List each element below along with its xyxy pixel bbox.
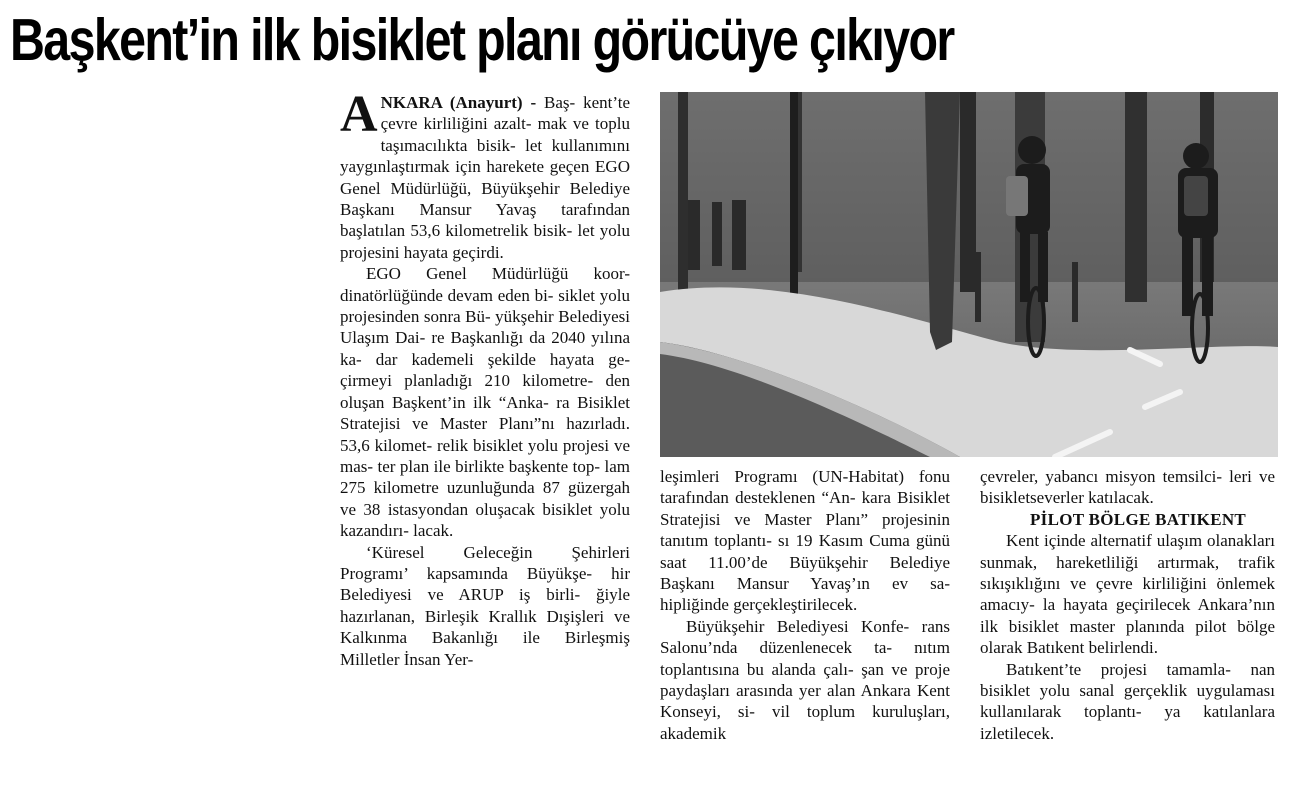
article-photo	[660, 92, 1278, 457]
drop-cap: A	[340, 86, 378, 143]
article-column-1	[340, 86, 630, 782]
article-paragraph-1	[340, 86, 630, 263]
article-paragraph-8: Batıkent’te projesi tamamla- nan bisiklet yolu sanal gerçeklik uygulaması kullanılarak toplantı- ya katılanlara izletilecek.	[980, 659, 1275, 743]
article-paragraph-7: Kent içinde alternatif ulaşım olanakları sunmak, hareketliliği artırmak, trafik sıkışıklığını ve çevre kirliliğini önlemek amacıy- la hayata geçirilecek Ankara’nın ilk bisiklet master planında pilot bölge olarak Batıkent belirlendi.	[980, 531, 1275, 658]
article-paragraph-4: leşimleri Programı (UN-Habitat) fonu tarafından desteklenen “An- kara Bisiklet Stratejisi ve Master Planı” projesinin tanıtım toplantı- sı 19 Kasım Cuma günü saat 11.00’de Büyükşehir Belediye Başkanı Mansur Yavaş’ın ev sa- hipliğinde gerçekleştirilecek.	[660, 467, 950, 615]
dateline: NKARA (Anayurt) -	[380, 93, 537, 112]
article-paragraph-6: çevreler, yabancı misyon temsilci- leri ve bisikletseverler katılacak.	[980, 467, 1275, 508]
article-column-2	[660, 466, 950, 782]
article-paragraph-2: EGO Genel Müdürlüğü koor- dinatörlüğünde devam eden bi- siklet yolu projesinden sonra Bü- yükşehir Belediyesi Ulaşım Dai- re Başkanlığı da 2040 yılına ka- dar kademeli şekilde hayata ge- çirmeyi planladığı 210 kilometre- den oluşan Başkent’in ilk “Anka- ra Bisiklet Stratejisi ve Master Planı”nı hazırladı. 53,6 kilomet- relik bisiklet yolu projesi ve mas- ter plan ile birlikte başkente top- lam 275 kilometre uzunluğunda 87 güzergah ve 38 istasyondan oluşacak bisiklet yolu kazandırı- lacak.	[340, 264, 630, 541]
article-paragraph-5: Büyükşehir Belediyesi Konfe- rans Salonu’nda düzenlenecek ta- nıtım toplantısına bu alanda çalı- şan ve proje paydaşları arasında yer alan Ankara Kent Konseyi, si- vil toplum kuruluşları, akademik	[660, 616, 950, 743]
paragraph-text: Baş- kent’te çevre kirliliğini azalt- mak ve toplu taşımacılıkta bisik- let kullanımını yaygınlaştırmak için harekete geçen EGO Genel Müdürlüğü, Büyükşehir Belediye Başkanı Mansur Yavaş tarafından başlatılan 53,6 kilometrelik bisik- let yolu projesini hayata geçirdi.	[340, 93, 630, 262]
cyclists-in-park-photo	[660, 92, 1278, 457]
subheading: PİLOT BÖLGE BATIKENT	[1030, 509, 1247, 529]
article-column-3	[980, 466, 1275, 782]
article-paragraph-3: ‘Küresel Geleceğin Şehirleri Programı’ kapsamında Büyükşe- hir Belediyesi ve ARUP iş birli- ğiyle hazırlanan, Birleşik Krallık Dışişleri ve Kalkınma Bakanlığı ile Birleşmiş Milletler İnsan Yer-	[340, 542, 630, 669]
headline: Başkent’in ilk bisiklet planı görücüye çıkıyor	[10, 7, 954, 73]
